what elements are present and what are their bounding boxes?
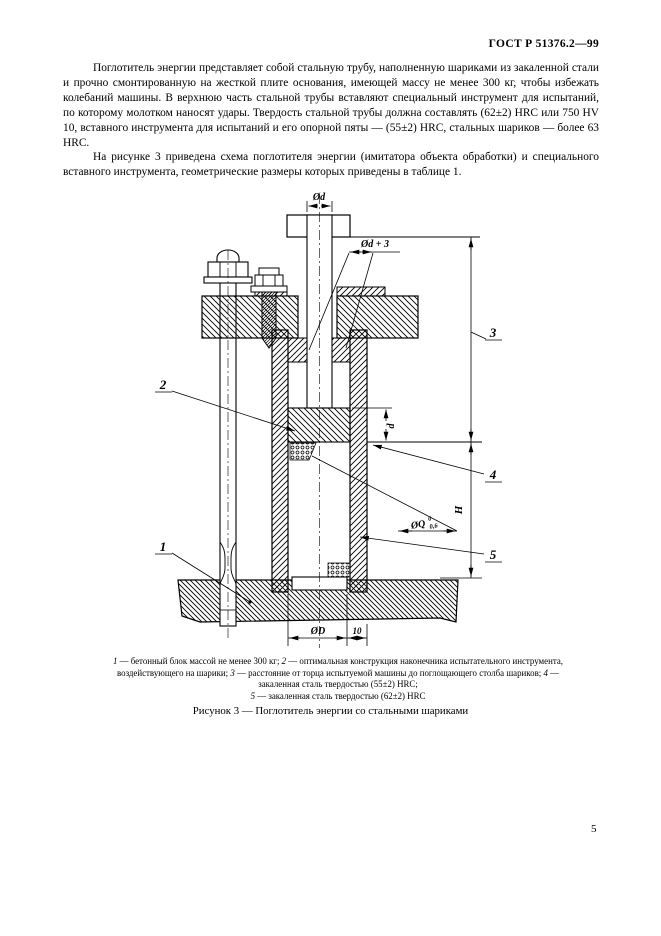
pos-label-3: 3 (489, 325, 497, 340)
pos-label-4: 4 (489, 467, 497, 482)
pos-label-5: 5 (489, 547, 497, 562)
dim-label-oD: ØD (310, 626, 326, 637)
dimension-pos3 (471, 237, 502, 442)
paragraph-1: Поглотитель энергии представляет собой стальную трубу, наполненную шариками из закаленной стали и прочно смонтированную на жесткой плите основания, имеющей массу не менее 300 кг, чтобы избежать колебаний машины. В верхнюю часть стальной трубы вставляют специальный инструмент для испытаний, по которому молотком наносят удары. Твердость стальной трубы должна составлять (62±2) HRC или 750 HV 10, вставного инструмента для испытаний и его опорной пяты — (55±2) HRC, стальных шариков — более 63 HRC. (63, 62, 599, 149)
paragraph-2: На рисунке 3 приведена схема поглотителя энергии (имитатора объекта обработки) и специального вставного инструмента, геометрические размеры которых приведены в таблице 1. (63, 151, 599, 179)
legend-num-3: 3 (230, 667, 235, 678)
dim-label-h: H (453, 505, 465, 515)
legend-num-4: 4 (543, 667, 548, 678)
figure-3 (140, 190, 540, 660)
legend-text-4: — закаленная сталь твердостью (55±2) HRC; (258, 667, 559, 690)
position-5 (360, 537, 502, 562)
position-4 (373, 445, 502, 482)
legend-num-1: 1 (112, 656, 118, 666)
steel-balls-upper (290, 443, 316, 460)
legend-text-5: — закаленная сталь твердостью (62±2) HRC (255, 690, 426, 701)
legend-text-3: — расстояние от торца испытуемой машины до поглощающего столба шариков; (234, 667, 544, 678)
figure-legend (112, 656, 564, 702)
guide-bushing-right (332, 338, 350, 362)
pos-label-1: 1 (159, 539, 167, 554)
dimension-ball-diameter (312, 456, 457, 534)
body-text (63, 61, 599, 180)
legend-text-1: — бетонный блок массой не менее 300 кг; (117, 656, 282, 666)
legend-text-2: — оптимальная конструкция наконечника испытательного инструмента, воздействующего на шарики; (117, 656, 564, 678)
dim-label-q-sup: 0 (427, 515, 433, 523)
guide-bushing-left (288, 338, 307, 362)
dim-label-q-main: ØQ (410, 518, 427, 532)
page-number: 5 (591, 823, 597, 835)
legend-num-2: 2 (281, 656, 287, 666)
insert-tip (288, 408, 350, 442)
dim-label-od: Ød (312, 192, 326, 203)
dimension-h (440, 442, 482, 578)
dim-label-od-plus-3: Ød + 3 (361, 239, 389, 250)
dim-label-q-sub: 0,6 (429, 522, 439, 531)
dim-label-10: 10 (352, 626, 362, 636)
document-title: ГОСТ Р 51376.2—99 (488, 38, 599, 50)
steel-balls-lower (328, 563, 350, 577)
pos-label-2: 2 (159, 377, 167, 392)
figure-caption: Рисунок 3 — Поглотитель энергии со стальными шариками (192, 705, 469, 717)
legend-num-5: 5 (250, 690, 255, 701)
dim-label-d: d (386, 423, 397, 429)
figure-3-diagram (140, 190, 540, 660)
